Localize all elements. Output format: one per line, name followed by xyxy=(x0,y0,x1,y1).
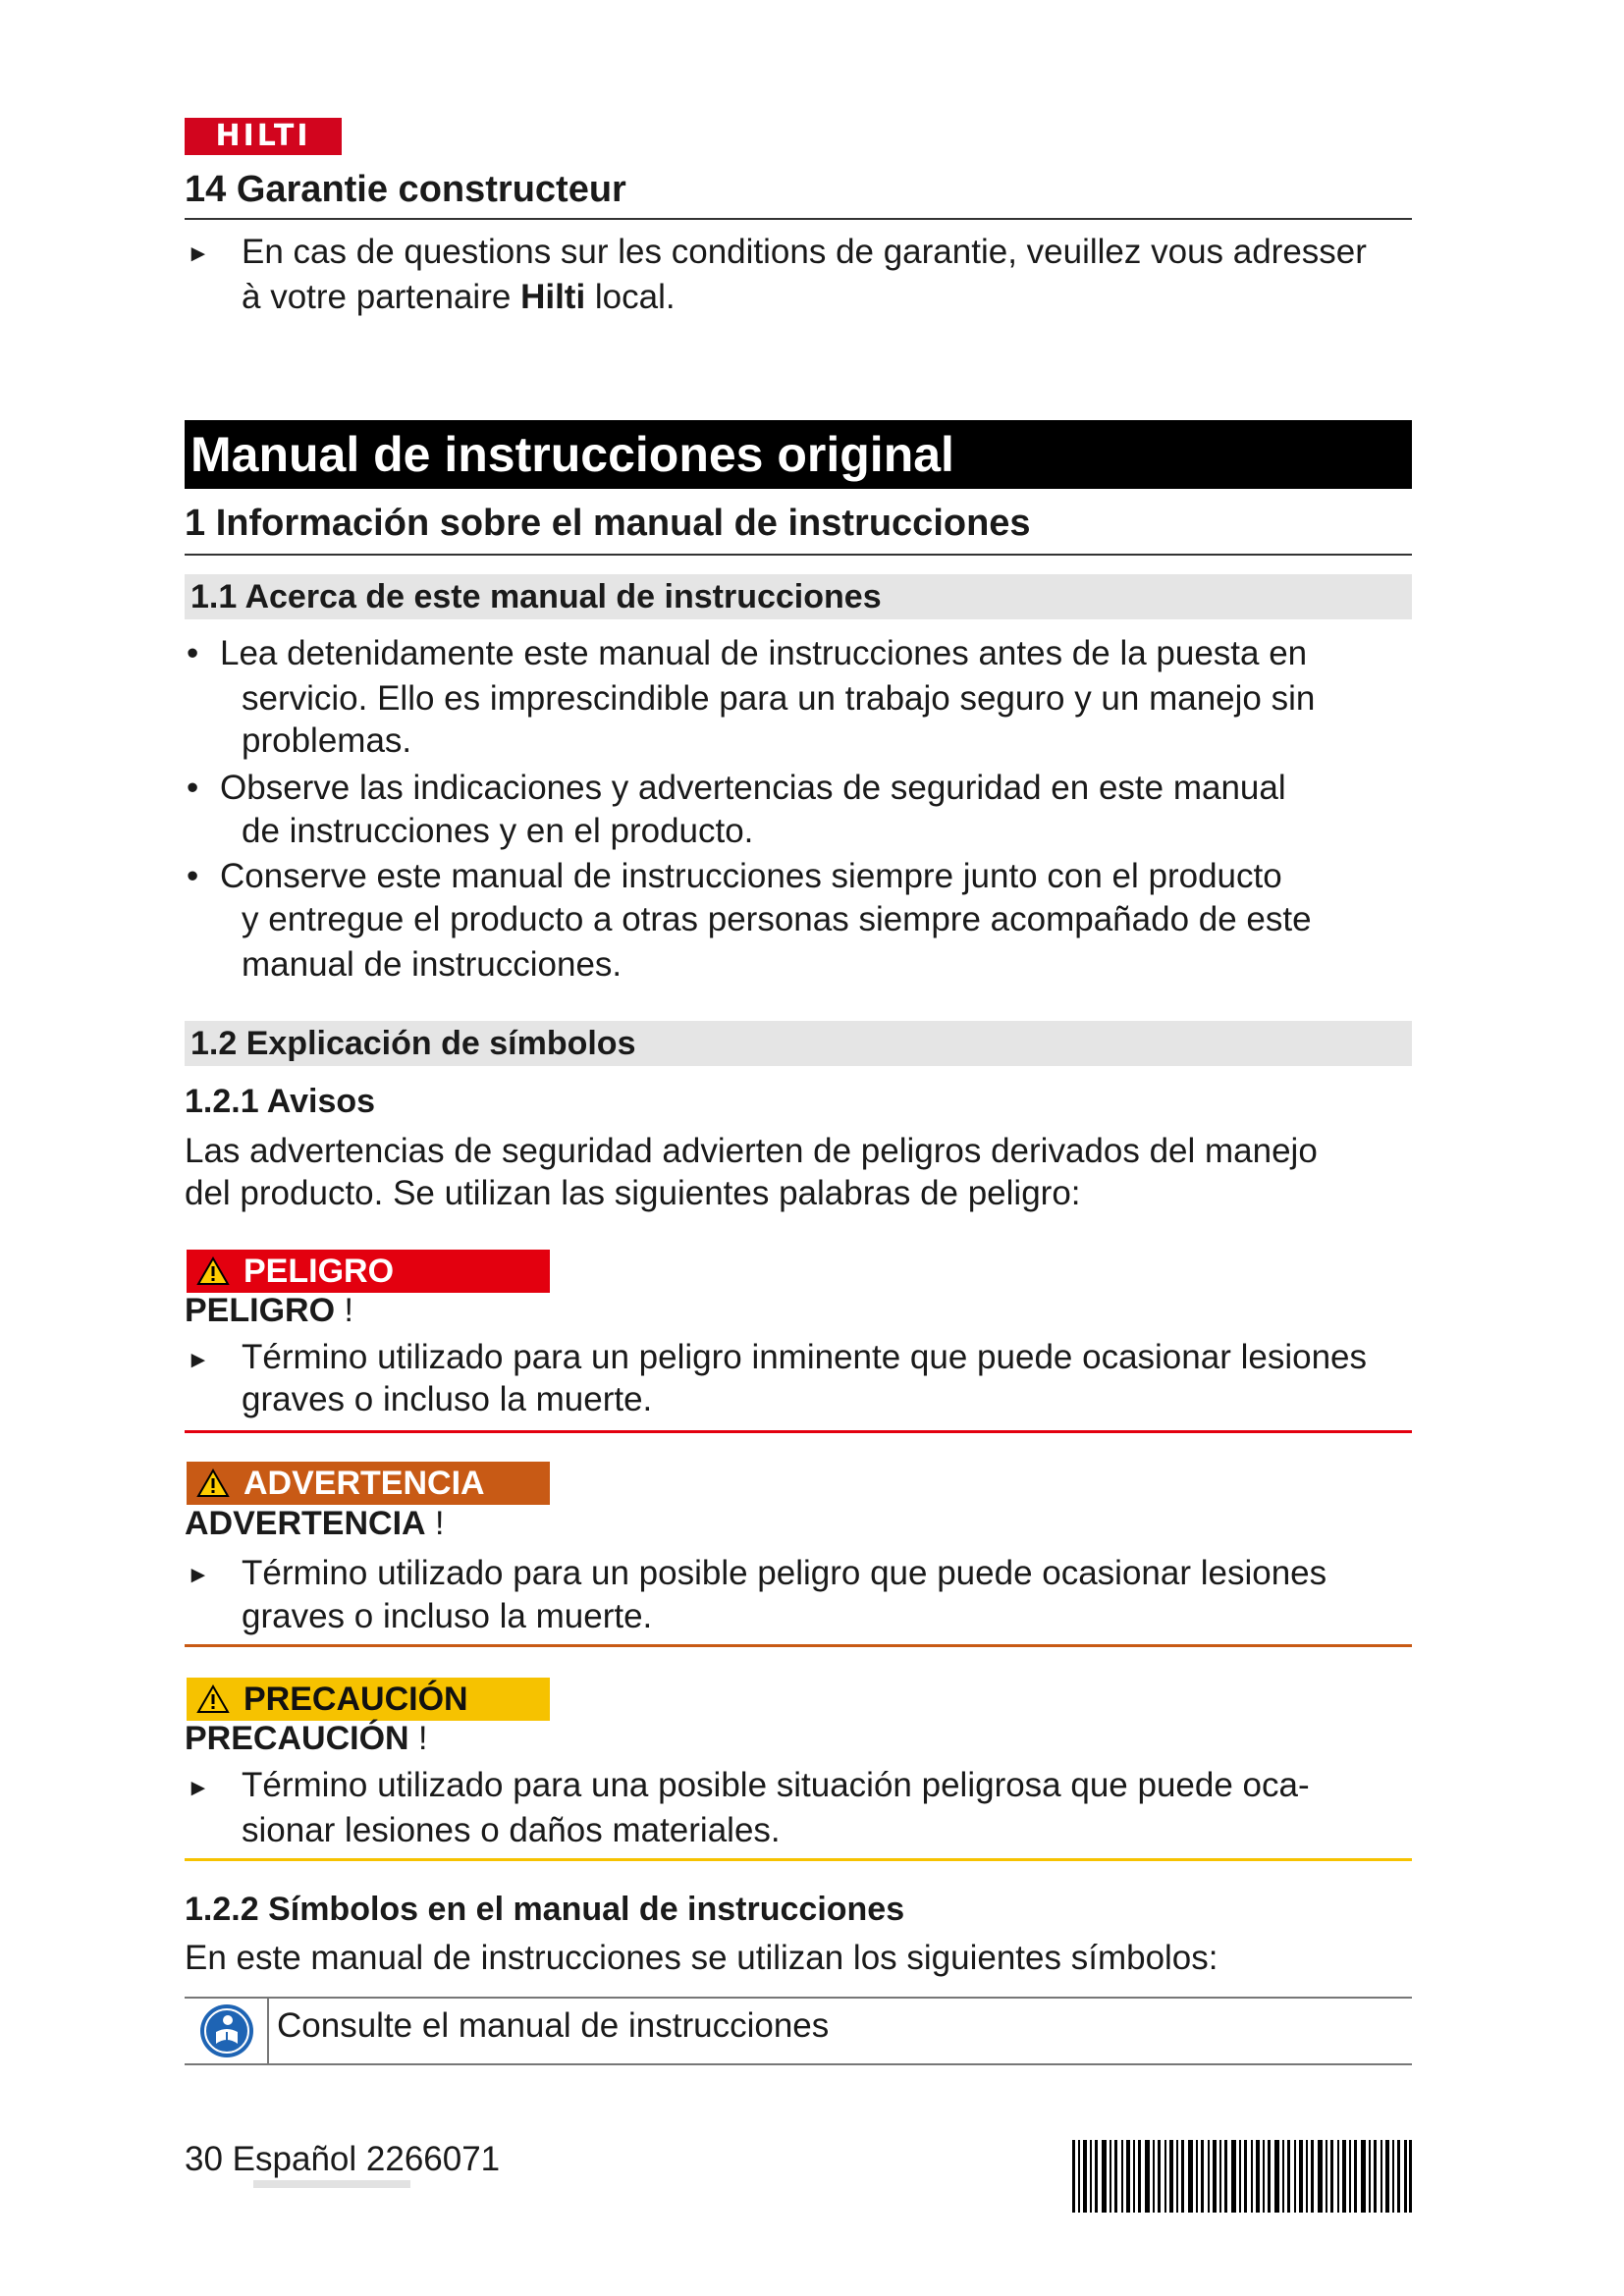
list-item-1-line1: Lea detenidamente este manual de instrucciones antes de la puesta en xyxy=(220,634,1308,672)
arrow-marker-icon: ► xyxy=(187,240,210,267)
arrow-marker-icon: ► xyxy=(187,1347,210,1373)
section-1-2-2-text: En este manual de instrucciones se utilizan los siguientes símbolos: xyxy=(185,1939,1218,1977)
section-1-2-2-title: 1.2.2 Símbolos en el manual de instrucciones xyxy=(185,1891,905,1928)
section-1-1-title: 1.1 Acerca de este manual de instrucciones xyxy=(185,574,1412,619)
peligro-line1: Término utilizado para un peligro inminente que puede ocasionar lesiones xyxy=(242,1338,1367,1376)
advertencia-line1: Término utilizado para un posible peligro que puede ocasionar lesiones xyxy=(242,1554,1327,1592)
arrow-marker-icon: ► xyxy=(187,1775,210,1801)
peligro-line2: graves o incluso la muerte. xyxy=(242,1380,653,1418)
peligro-signal-label xyxy=(187,1250,550,1293)
bullet-icon: • xyxy=(187,634,199,672)
section-1-2-1-title: 1.2.1 Avisos xyxy=(185,1083,376,1120)
warning-triangle-icon xyxy=(196,1256,230,1286)
list-item-3-line3: manual de instrucciones. xyxy=(242,945,623,984)
section-14-line1: En cas de questions sur les conditions de garantie, veuillez vous adresser xyxy=(242,233,1367,271)
list-item-2-line2: de instrucciones y en el producto. xyxy=(242,812,754,850)
precaucion-line1: Término utilizado para una posible situación peligrosa que puede oca- xyxy=(242,1766,1310,1804)
peligro-word: PELIGRO xyxy=(185,1292,336,1329)
barcode-icon xyxy=(1072,2140,1412,2213)
peligro-signal-text: PELIGRO xyxy=(244,1253,395,1290)
arrow-marker-icon: ► xyxy=(187,1562,210,1588)
symbol-row-label: Consulte el manual de instrucciones xyxy=(277,2006,830,2045)
footer-text xyxy=(185,2140,500,2179)
advertencia-rule xyxy=(185,1644,1412,1647)
symbol-table-top-rule xyxy=(185,1997,1412,1999)
section-1-2-1-text1: Las advertencias de seguridad advierten de peligros derivados del manejo xyxy=(185,1132,1318,1170)
section-1-title: 1 Información sobre el manual de instrucciones xyxy=(185,503,1031,544)
peligro-exclamation: ! xyxy=(344,1292,353,1329)
warning-triangle-icon xyxy=(196,1468,230,1498)
advertencia-heading xyxy=(185,1505,444,1543)
advertencia-exclamation: ! xyxy=(435,1505,445,1542)
footer-page-number: 30 xyxy=(185,2140,223,2178)
precaucion-heading xyxy=(185,1720,427,1758)
section-1-2-title: 1.2 Explicación de símbolos xyxy=(185,1021,1412,1066)
symbol-table-bottom-rule xyxy=(185,2063,1412,2065)
list-item-1-line3: problemas. xyxy=(242,721,412,760)
warning-triangle-icon xyxy=(196,1684,230,1714)
advertencia-signal-text: ADVERTENCIA xyxy=(244,1465,485,1502)
advertencia-word: ADVERTENCIA xyxy=(185,1505,426,1542)
precaucion-signal-text: PRECAUCIÓN xyxy=(244,1681,468,1718)
list-item-3-line1: Conserve este manual de instrucciones siempre junto con el producto xyxy=(220,857,1282,895)
precaucion-word: PRECAUCIÓN xyxy=(185,1720,409,1757)
symbol-table-divider xyxy=(267,1999,269,2063)
footer-highlight-strip xyxy=(253,2180,410,2188)
section-14-title: 14 Garantie constructeur xyxy=(185,169,626,210)
hilti-brand-text: Hilti xyxy=(520,278,586,316)
precaucion-rule xyxy=(185,1858,1412,1861)
precaucion-signal-label xyxy=(187,1678,550,1721)
hilti-logo: HILTI xyxy=(185,118,342,155)
peligro-heading xyxy=(185,1292,353,1330)
section-1-rule xyxy=(185,554,1412,556)
manual-title-band: Manual de instrucciones original xyxy=(185,420,1412,489)
footer-language: Español xyxy=(232,2140,357,2178)
precaucion-line2: sionar lesiones o daños materiales. xyxy=(242,1811,781,1849)
section-14-rule xyxy=(185,218,1412,220)
list-item-2-line1: Observe las indicaciones y advertencias de seguridad en este manual xyxy=(220,769,1286,807)
section-14-line2-post: local. xyxy=(594,278,676,316)
footer-code: 2266071 xyxy=(365,2140,501,2178)
bullet-icon: • xyxy=(187,857,199,895)
advertencia-signal-label xyxy=(187,1462,550,1505)
section-14-line2 xyxy=(242,275,676,320)
list-item-1-line2: servicio. Ello es imprescindible para un trabajo seguro y un manejo sin xyxy=(242,679,1316,718)
peligro-rule xyxy=(185,1430,1412,1433)
read-manual-icon xyxy=(198,2002,255,2059)
precaucion-exclamation: ! xyxy=(418,1720,428,1757)
section-14-line2-pre: à votre partenaire xyxy=(242,278,512,316)
advertencia-line2: graves o incluso la muerte. xyxy=(242,1597,653,1635)
section-1-2-1-text2: del producto. Se utilizan las siguientes palabras de peligro: xyxy=(185,1174,1081,1212)
bullet-icon: • xyxy=(187,769,199,807)
list-item-3-line2: y entregue el producto a otras personas siempre acompañado de este xyxy=(242,900,1312,938)
